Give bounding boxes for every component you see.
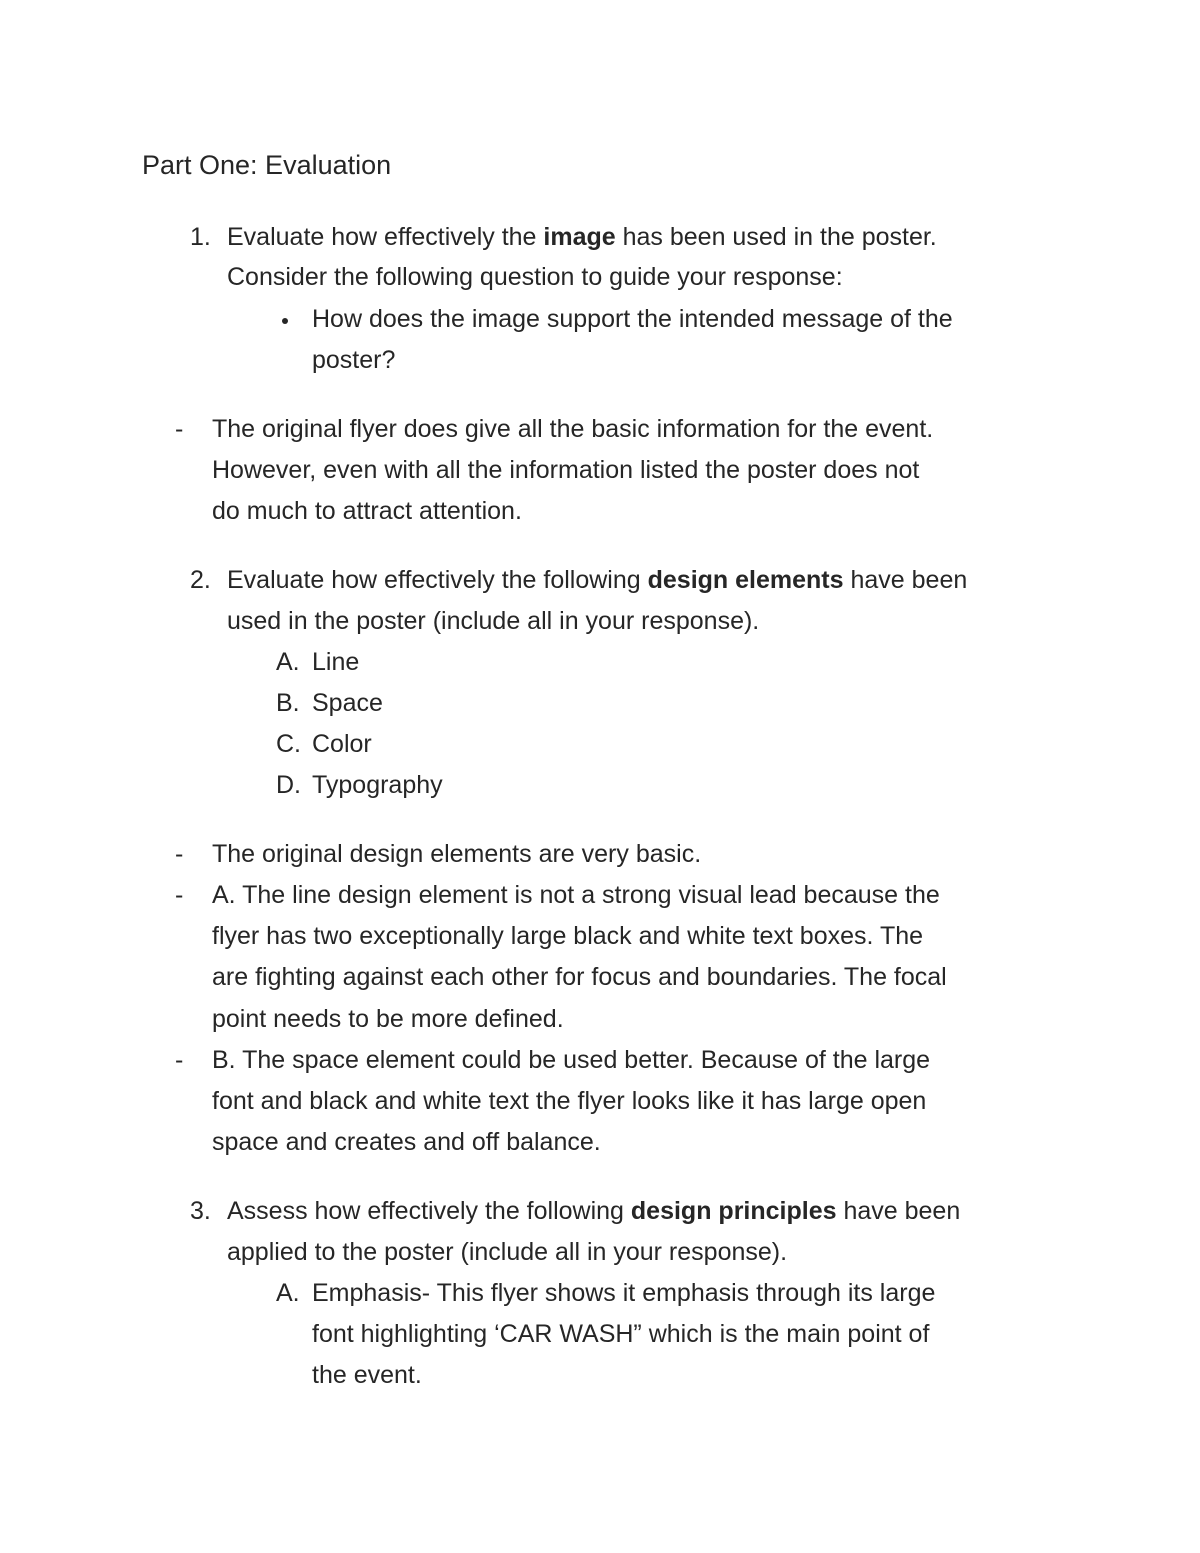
question-1-number: 1.: [190, 223, 211, 251]
answer-2-item-2-line-4: point needs to be more defined.: [212, 1005, 564, 1033]
answer-2-item-2-line-2: flyer has two exceptionally large black and white text boxes. The: [212, 922, 924, 950]
option-letter-a: A.: [276, 648, 300, 676]
option-letter-d: D.: [276, 771, 301, 799]
option-typography: Typography: [312, 771, 443, 799]
question-1-sub-bullet-line-2: poster?: [312, 346, 396, 374]
question-2-number: 2.: [190, 566, 211, 594]
dash-marker: -: [175, 881, 184, 909]
answer-1-line-3: do much to attract attention.: [212, 497, 522, 525]
question-3-option-a-line-2: font highlighting ‘CAR WASH” which is the main point of: [312, 1320, 930, 1348]
option-letter-a: A.: [276, 1279, 300, 1307]
answer-2-item-2-line-3: are fighting against each other for focus and boundaries. The focal: [212, 963, 947, 991]
question-2-line-2: used in the poster (include all in your response).: [227, 607, 760, 635]
dash-marker: -: [175, 840, 184, 868]
dash-marker: -: [175, 415, 184, 443]
question-1-line-2: Consider the following question to guide your response:: [227, 263, 843, 291]
question-1-sub-bullet-line-1: How does the image support the intended message of the: [312, 305, 953, 333]
answer-2-item-3-line-2: font and black and white text the flyer looks like it has large open: [212, 1087, 927, 1115]
option-letter-b: B.: [276, 689, 300, 717]
option-line: Line: [312, 648, 360, 676]
answer-2-item-3-line-3: space and creates and off balance.: [212, 1128, 601, 1156]
question-3-option-a-line-1: Emphasis- This flyer shows it emphasis through its large: [312, 1279, 936, 1307]
answer-1-line-1: The original flyer does give all the basic information for the event.: [212, 415, 934, 443]
answer-1-line-2: However, even with all the information listed the poster does not: [212, 456, 920, 484]
question-3-line-2: applied to the poster (include all in your response).: [227, 1238, 788, 1266]
dash-marker: -: [175, 1046, 184, 1074]
question-2-line-1: Evaluate how effectively the following design elements have been: [227, 566, 968, 594]
emphasis-design-principles: design principles: [630, 1197, 837, 1225]
bullet-dot-icon: [282, 318, 288, 324]
question-3-line-1: Assess how effectively the following design principles have been: [227, 1197, 961, 1225]
option-color: Color: [312, 730, 372, 758]
option-letter-c: C.: [276, 730, 301, 758]
answer-2-item-1: The original design elements are very basic.: [212, 840, 702, 868]
answer-2-item-2-line-1: A. The line design element is not a strong visual lead because the: [212, 881, 940, 909]
question-1-line-1: Evaluate how effectively the image has been used in the poster.: [227, 223, 937, 251]
answer-2-item-3-line-1: B. The space element could be used better. Because of the large: [212, 1046, 931, 1074]
emphasis-image: image: [543, 223, 616, 251]
question-3-number: 3.: [190, 1197, 211, 1225]
emphasis-design-elements: design elements: [647, 566, 844, 594]
page-title: Part One: Evaluation: [142, 150, 392, 180]
question-3-option-a-line-3: the event.: [312, 1361, 422, 1389]
option-space: Space: [312, 689, 383, 717]
